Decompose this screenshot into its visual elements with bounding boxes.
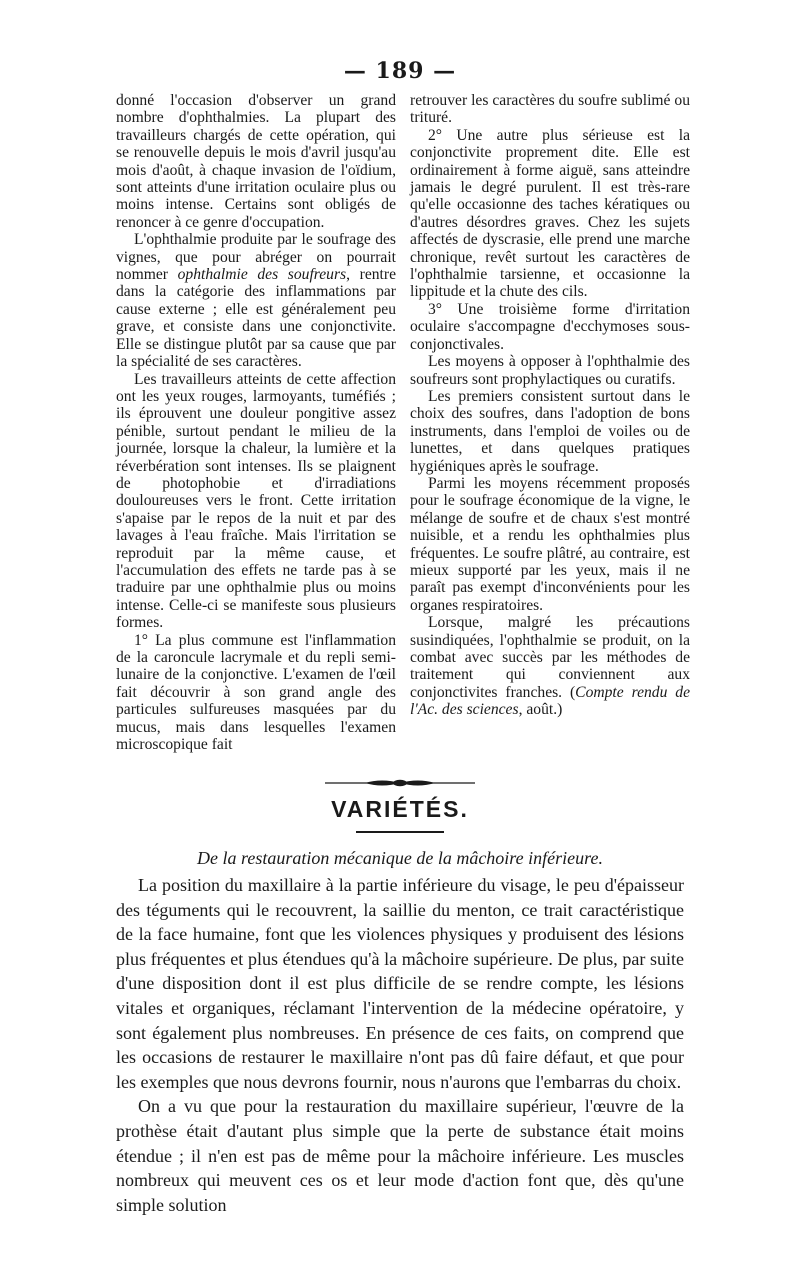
paragraph: Les moyens à opposer à l'ophthalmie des soufreurs sont prophylactiques ou curatifs. xyxy=(410,353,690,388)
right-column xyxy=(410,92,690,719)
paragraph: Les travailleurs atteints de cette affection ont les yeux rouges, larmoyants, tuméfiés ; ils éprouvent une douleur pongitive assez pénible, surtout pendant le milieu de la journée, lorsque la chaleur, la lumière et la réverbération sont intenses. Ils se plaignent de photophobie et d'irradiations douloureuses vers le front. Cette irritation s'apaise par le repos de la nuit et par des lavages à l'eau fraîche. Mais l'irritation se reproduit par la même cause, et l'accumulation des effets ne tarde pas à se traduire par une ophthalmie plus ou moins intense. Celle-ci se manifeste sous plusieurs formes. xyxy=(116,370,396,632)
ornamental-divider xyxy=(325,777,475,789)
paragraph: La position du maxillaire à la partie inférieure du visage, le peu d'épaisseur des téguments qui le recouvrent, la saillie du menton, ce trait caractéristique de la face humaine, font que les violences physiques y produisent des lésions plus fréquentes et plus étendues qu'à la mâchoire supérieure. De plus, par suite d'une disposition dont il est plus difficile de se rendre compte, les lésions vitales et organiques, réclamant l'intervention de la médecine opératoire, y sont également plus nombreuses. En présence de ces faits, on comprend que les occasions de restaurer le maxillaire n'ont pas dû faire défaut, et que pour les exemples que nous devrons fournir, nous n'aurons que l'embarras du choix. xyxy=(116,875,684,1092)
paragraph-text: L'ophthalmie produite par le soufrage des vignes, que pour abréger on pourrait nommer xyxy=(116,231,396,284)
section-heading: VARIÉTÉS. xyxy=(331,796,469,822)
italic-term: ophthalmie des soufreurs xyxy=(177,266,347,284)
article-title: De la restauration mécanique de la mâchoire inférieure. xyxy=(197,848,603,868)
paragraph: retrouver les caractères du soufre sublimé ou trituré. xyxy=(410,92,690,127)
paragraph: 2° Une autre plus sérieuse est la conjonctivite proprement dite. Elle est ordinairement à forme aiguë, sans atteindre jamais le degré purulent. Il est très-rare qu'elle occasionne des taches kératiques ou d'autres désordres graves. Chez les sujets affectés de dyscrasie, elle prend une marche chronique, revêt surtout les caractères de l'ophthalmie tarsienne, et occasionne la lippitude et la chute des cils. xyxy=(410,126,690,301)
paragraph-text: Lorsque, malgré les précautions susindiquées, l'ophthalmie se produit, on la combat avec succès par les méthodes de traitement qui conviennent aux conjonctivites franches. ( xyxy=(410,614,690,701)
paragraph: Les premiers consistent surtout dans le choix des soufres, dans l'adoption de bons instruments, dans l'emploi de voiles ou de lunettes, et dans quelques pratiques hygiéniques après le soufrage. xyxy=(410,387,690,475)
paragraph: Parmi les moyens récemment proposés pour le soufrage économique de la vigne, le mélange de soufre et de chaux s'est montré nuisible, et a rendu les ophthalmies plus fréquentes. Le soufre plâtré, au contraire, est mieux supporté par les yeux, mais il ne paraît pas exempt d'inconvénients pour les organes respiratoires. xyxy=(410,474,690,614)
paragraph-text: , rentre dans la catégorie des inflammations par cause externe ; elle est généralement peu grave, et consiste dans une conjonctivite. Elle se distingue plutôt par sa cause que par la spécialité de ses caractères. xyxy=(116,266,396,371)
paragraph: 3° Une troisième forme d'irritation oculaire s'accompagne d'ecchymoses sous-conjonctivales. xyxy=(410,300,690,353)
paragraph: On a vu que pour la restauration du maxillaire supérieur, l'œuvre de la prothèse était d'autant plus simple que la perte de substance était moins étendue ; il n'en est pas de même pour la mâchoire inférieure. Les muscles nombreux qui meuvent ces os et leur mode d'action font que, dès qu'une simple solution xyxy=(116,1096,684,1215)
page-number: — 189 — xyxy=(343,58,457,84)
paragraph-text: , août.) xyxy=(518,701,563,719)
left-column xyxy=(116,92,396,753)
citation-italic: Compte rendu de l'Ac. des sciences xyxy=(410,683,690,719)
paragraph xyxy=(116,231,396,370)
heading-underline xyxy=(356,831,444,833)
paragraph: donné l'occasion d'observer un grand nombre d'ophthalmies. La plupart des travailleurs chargés de cette opération, qui se renouvelle depuis le mois d'avril jusqu'au mois d'août, à chaque invasion de l'oïdium, sont atteints d'une irritation oculaire plus ou moins intense. Certains sont obligés de renoncer à ce genre d'occupation. xyxy=(116,92,396,231)
paragraph: 1° La plus commune est l'inflammation de la caroncule lacrymale et du repli semi-lunaire de la conjonctive. L'examen de l'œil fait découvrir à son grand angle des particules sulfureuses masquées par du mucus, mais dans lesquelles l'examen microscopique fait xyxy=(116,631,396,754)
article-body xyxy=(116,873,684,1217)
paragraph xyxy=(410,614,690,718)
